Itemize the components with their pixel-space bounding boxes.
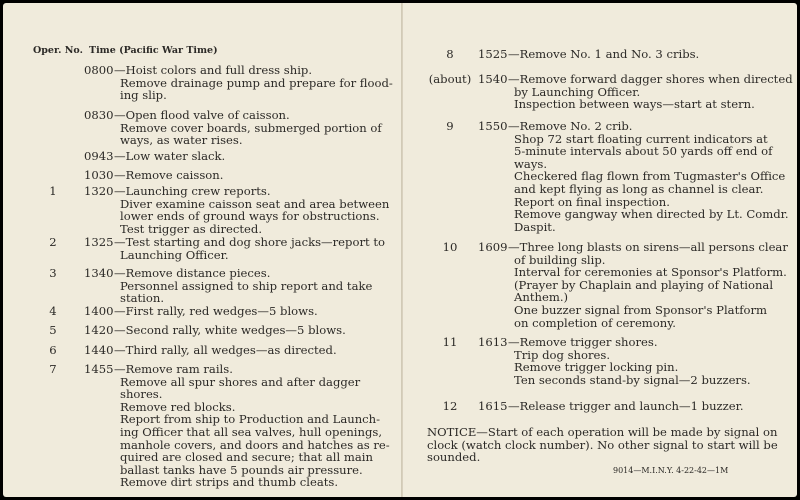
operation-detail-line: lower ends of ground ways for obstructions. [120, 209, 380, 224]
operation-detail-line: Ten seconds stand-by signal—2 buzzers. [514, 372, 751, 387]
operation-detail-line: ing slip. [120, 88, 167, 103]
operation-time: 0830 [84, 108, 114, 122]
operation-description: —Test starting and dog shore jacks—report to [114, 235, 385, 249]
operation-detail-line: 5-minute intervals about 50 yards off end of [514, 144, 773, 159]
time-header: Time (Pacific War Time) [89, 45, 218, 56]
operation-detail-line: Report from ship to Production and Launch- [120, 412, 381, 427]
operation-time: 1340 [84, 266, 114, 280]
operation-detail-line: Inspection between ways—start at stern. [514, 97, 755, 112]
operation-detail-line: and kept flying as long as channel is clear. [514, 182, 764, 196]
operation-number: 5 [49, 323, 57, 337]
operation-number: 1 [49, 184, 57, 198]
operation-detail-line: Anthem.) [514, 290, 569, 305]
operation-detail-line: (Prayer by Chaplain and playing of National [514, 277, 774, 292]
operation-number: 8 [446, 47, 454, 61]
operation-time: 1420 [84, 323, 114, 337]
operation-detail-line: Personnel assigned to ship report and take [120, 278, 373, 293]
operation-detail-line: Remove cover boards, submerged portion of [120, 120, 382, 135]
operation-time: 1440 [84, 343, 114, 357]
operation-description: —Second rally, white wedges—5 blows. [114, 323, 346, 337]
operation-time: 0800 [84, 63, 114, 77]
operation-time: 1325 [84, 235, 114, 249]
operation-description: —Remove caisson. [114, 168, 224, 182]
operation-detail-line: Checkered flag flown from Tugmaster's Office [514, 169, 786, 184]
operation-time: 1550 [478, 119, 508, 133]
operation-number: 3 [49, 266, 57, 280]
operation-detail-line: manhole covers, and doors and hatches as re- [120, 437, 390, 452]
operation-number: 11 [442, 335, 458, 349]
notice-paragraph [427, 426, 779, 464]
operation-detail-line: of building slip. [514, 252, 606, 267]
notice-line: sounded. [427, 450, 481, 465]
operation-description: —Launching crew reports. [114, 184, 271, 198]
print-code: 9014—M.I.N.Y. 4-22-42—1M [613, 466, 729, 475]
operation-detail-line: ways, as water rises. [120, 133, 243, 148]
notice-line: clock (watch clock number). No other signal to start will be [427, 437, 778, 452]
operation-time: 1030 [84, 168, 114, 182]
operation-detail-line: Remove trigger locking pin. [514, 360, 679, 375]
operation-time: 1540 [478, 72, 508, 86]
operation-detail-line: by Launching Officer. [514, 84, 641, 99]
operation-time: 0943 [84, 149, 114, 163]
operation-detail-line: Remove gangway when directed by Lt. Comdr. [514, 207, 789, 222]
notice-line: NOTICE—Start of each operation will be made by signal on [427, 425, 778, 439]
operation-description: —Remove ram rails. [114, 362, 233, 376]
operation-time: 1525 [478, 47, 508, 61]
operation-time: 1613 [478, 335, 508, 349]
operation-detail-line: Diver examine caisson seat and area between [120, 196, 390, 211]
operation-number: 10 [442, 240, 458, 254]
operation-description: —Remove trigger shores. [508, 335, 658, 349]
operation-description: —Hoist colors and full dress ship. [114, 63, 313, 77]
operation-detail-line: Trip dog shores. [514, 347, 611, 362]
operation-detail-line: shores. [120, 387, 163, 402]
operation-detail-line: Test trigger as directed. [120, 221, 263, 236]
operation-detail-line: One buzzer signal from Sponsor's Platform [514, 303, 768, 317]
operation-detail-line: ing Officer that all sea valves, hull openings, [120, 425, 383, 439]
operation-number: 9 [446, 119, 454, 133]
operation-detail-line: Remove all spur shores and after dagger [120, 374, 361, 389]
operation-detail-line: Daspit. [514, 219, 556, 234]
operation-description: —Remove forward dagger shores when directed [508, 72, 793, 86]
operation-detail-line: station. [120, 291, 165, 306]
operation-number: (about) [428, 72, 472, 86]
operation-time: 1400 [84, 304, 114, 318]
operation-number: 6 [49, 343, 57, 357]
operation-detail-line: Report on final inspection. [514, 194, 670, 209]
oper-no-header: Oper. No. [33, 45, 83, 56]
operation-number: 4 [49, 304, 57, 318]
launching-schedule-card [3, 3, 797, 497]
operation-time: 1455 [84, 362, 114, 376]
operation-detail-line: quired are closed and secure; that all main [120, 450, 373, 465]
operation-time: 1615 [478, 399, 508, 413]
operation-detail-line: Remove dirt strips and thumb cleats. [120, 475, 339, 490]
operation-detail-line: Interval for ceremonies at Sponsor's Platform. [514, 265, 787, 280]
center-fold [401, 3, 403, 497]
operation-description: —Remove No. 1 and No. 3 cribs. [508, 47, 700, 61]
operation-description: —Third rally, all wedges—as directed. [114, 343, 337, 357]
operation-detail-line: Remove red blocks. [120, 399, 236, 414]
operation-description: —Three long blasts on sirens—all persons clear [508, 240, 788, 254]
operation-description: —Remove distance pieces. [114, 266, 271, 280]
operation-number: 12 [442, 399, 458, 413]
operation-description: —Open flood valve of caisson. [114, 108, 290, 122]
operation-time: 1609 [478, 240, 508, 254]
operation-description: —Low water slack. [114, 149, 226, 163]
operation-number: 2 [49, 235, 57, 249]
operation-detail-line: on completion of ceremony. [514, 315, 676, 330]
operation-time: 1320 [84, 184, 114, 198]
operation-detail-line: Launching Officer. [120, 247, 229, 262]
operation-number: 7 [49, 362, 57, 376]
operation-description: —First rally, red wedges—5 blows. [114, 304, 318, 318]
operation-detail-line: ballast tanks have 5 pounds air pressure. [120, 462, 363, 477]
operation-detail-line: Shop 72 start floating current indicators at [514, 131, 768, 146]
operation-detail-line: Remove drainage pump and prepare for flood- [120, 75, 393, 90]
operation-description: —Release trigger and launch—1 buzzer. [508, 399, 744, 413]
operation-detail-line: ways. [514, 156, 548, 171]
operation-description: —Remove No. 2 crib. [508, 119, 633, 133]
